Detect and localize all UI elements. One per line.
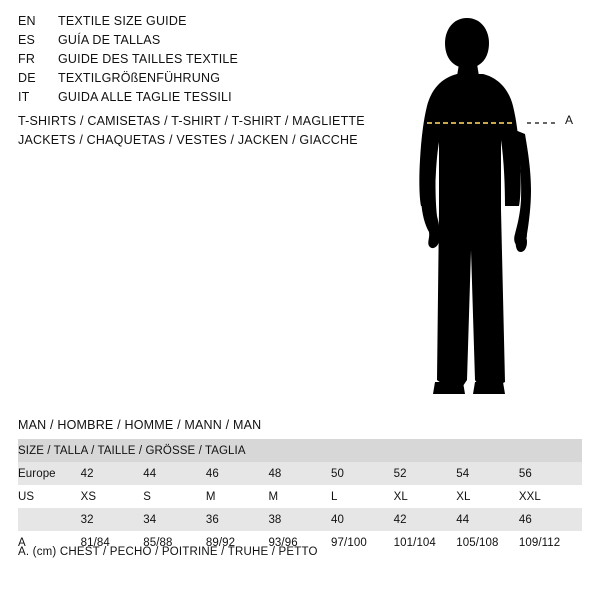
language-text: GUÍA DE TALLAS [58,33,161,47]
cell: 46 [519,508,582,531]
garment-types [18,112,418,150]
language-row [18,90,398,109]
cell: 52 [394,462,457,485]
cell: 42 [394,508,457,531]
cell: 38 [268,508,331,531]
cell: 105/108 [456,531,519,554]
table-row [18,485,582,508]
cell: 34 [143,508,206,531]
cell: 89/92 [206,531,269,554]
table-row [18,462,582,485]
cell: XL [394,485,457,508]
cell: 93/96 [268,531,331,554]
row-label: Europe [18,462,81,485]
cell: M [206,485,269,508]
cell: L [331,485,394,508]
row-label [18,508,81,531]
cell: 48 [268,462,331,485]
footnote-chest: A. (cm) CHEST / PECHO / POITRINE / TRUHE / PETTO [18,546,318,558]
cell: 50 [331,462,394,485]
language-text: GUIDE DES TAILLES TEXTILE [58,52,239,66]
cell: 42 [81,462,144,485]
language-text: GUIDA ALLE TAGLIE TESSILI [58,90,232,104]
cell: 36 [206,508,269,531]
table-header-row [18,439,582,462]
cell: 85/88 [143,531,206,554]
measure-label-a: A [565,113,574,127]
table-row [18,508,582,531]
cell: M [268,485,331,508]
cell: 81/84 [81,531,144,554]
garment-line-jackets: JACKETS / CHAQUETAS / VESTES / JACKEN / GIACCHE [18,133,358,147]
cell: XS [81,485,144,508]
size-table-block [18,418,582,554]
male-silhouette-icon [405,10,600,410]
cell: 44 [143,462,206,485]
cell: S [143,485,206,508]
table-header-label: SIZE / TALLA / TAILLE / GRÖSSE / TAGLIA [18,439,582,462]
language-code: FR [18,52,36,66]
language-row [18,52,398,71]
language-code: ES [18,33,36,47]
table-title-man: MAN / HOMBRE / HOMME / MANN / MAN [18,418,262,432]
cell: 109/112 [519,531,582,554]
cell: 32 [81,508,144,531]
size-table [18,439,582,554]
language-code: IT [18,90,30,104]
cell: XXL [519,485,582,508]
cell: 46 [206,462,269,485]
figure-illustration [405,10,600,410]
cell: 97/100 [331,531,394,554]
cell: 40 [331,508,394,531]
cell: XL [456,485,519,508]
language-text: TEXTILGRÖßENFÜHRUNG [58,71,221,85]
row-label: US [18,485,81,508]
language-text: TEXTILE SIZE GUIDE [58,14,187,28]
language-list [18,14,398,109]
row-label: A [18,531,81,554]
garment-line-tshirts: T-SHIRTS / CAMISETAS / T-SHIRT / T-SHIRT / MAGLIETTE [18,114,365,128]
cell: 101/104 [394,531,457,554]
language-code: EN [18,14,36,28]
language-row [18,71,398,90]
cell: 54 [456,462,519,485]
language-row [18,33,398,52]
cell: 44 [456,508,519,531]
language-row [18,14,398,33]
language-code: DE [18,71,36,85]
cell: 56 [519,462,582,485]
